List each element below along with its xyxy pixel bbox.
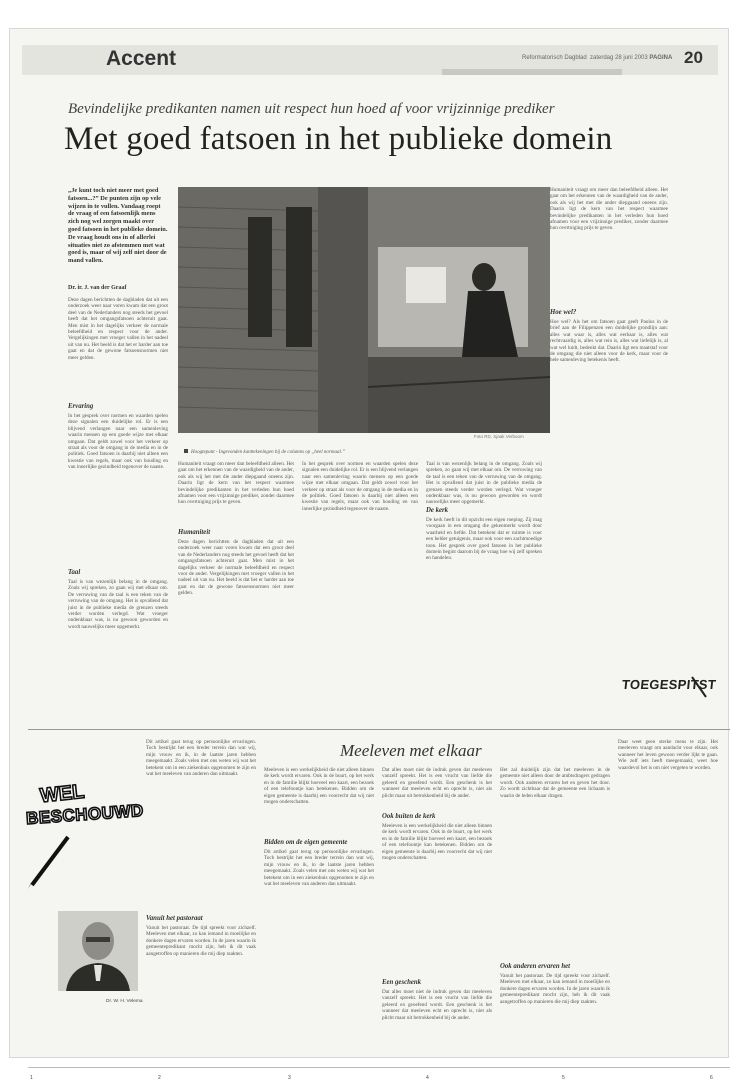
toegespitst-label: TOEGESPITST <box>621 677 717 692</box>
column-text-col-f: Daar weet geen sterke mens te zijn. Het meeleven vraagt om aandacht voor elkaar, ook wanneer het leven gewoon verder lijkt te gaan. Wie zelf iets heeft meegemaakt, weet hoe waardevol het is om niet vergeten te worden. <box>618 739 718 771</box>
header-rule <box>442 69 622 75</box>
column-text-col-a: Dit artikel gaat terug op persoonlijke ervaringen. Toch bestrijkt het een breder terrein dan wat wij, mijn vrouw en ik, in de laatste jaren hebben meegemaakt. Zoals velen met ons weten wij wat het betekent om in een ziekenhuis opgenomen te zijn en wat het meeleven van anderen dan uitmaakt. <box>146 739 256 778</box>
article-headline: Met goed fatsoen in het publieke domein <box>64 121 613 157</box>
issue-date: zaterdag 28 juni 2003 PAGINA <box>590 55 673 61</box>
column-subhead-anderen: Ook anderen ervaren het <box>500 963 571 970</box>
footer-mark-1: 1 <box>30 1075 33 1081</box>
article-byline: Dr. ir. J. van der Graaf <box>68 285 127 291</box>
subhead-hoe-wel: Hoe wel? <box>550 309 577 316</box>
photo-caption: Hoogtepunt - Ingevonden kanttekeningen bij de columns op „heel normaal.” <box>184 449 345 455</box>
paper-name: Reformatorisch Dagblad <box>522 55 587 61</box>
article-lead: „Je kunt toch niet meer met goed fatsoen...?” De punten zijn op vele wijzen in te vullen. Vandaag roept de vraag of een fatsoenlijk mens zich nog wel zorgen maakt over goed fatsoen in het publieke domein. De vraag houdt ons in of allerlei situaties niet zo afstemmen met wat goed is, maar of wij zelf niet door de mand vallen. <box>68 187 168 265</box>
logo-line-1: WEL <box>38 780 86 808</box>
column-subhead-pastoraat: Vanuit het pastoraat <box>146 915 203 922</box>
subhead-taal: Taal <box>68 569 81 576</box>
column-text-col-e: Het zal duidelijk zijn dat het meeleven in de gemeente niet alleen door de ambtsdragers gedragen wordt. Ook anderen ervaren het en geven het door. Zo wordt zichtbaar dat de gemeente een lichaam is waarin de leden elkaar dragen. <box>500 767 610 799</box>
column-text-col-b: Vanuit het pastoraat. De tijd spreekt voor zichzelf. Meeleven met elkaar, zo kan iemand in moeilijke en donkere dagen ervaren worden. In de jaren waarin ik gemeentepredikant mocht zijn, heb ik dit vaak aangetroffen op manieren die mij diep raakten. <box>146 925 256 957</box>
column-title: Meeleven met elkaar <box>340 741 482 760</box>
page-header <box>22 45 718 75</box>
section-divider <box>28 729 730 730</box>
article-text-col-f2: De kerk heeft in dit opzicht een eigen roeping. Zij mag voorgaan in een omgang die gekenmerkt wordt door waarheid en liefde. Dat betekent dat er ruimte is voor een helder getuigenis, maar ook voor een zachtmoedige toon. Het gesprek over goed fatsoen in het publieke domein begint daarom bij de vraag hoe wij zelf spreken en handelen. <box>426 517 542 562</box>
logo-line-2: BESCHOUWD <box>25 800 145 829</box>
column-text-col-d2: Meeleven is een werkelijkheid die niet alleen binnen de kerk wordt ervaren. Ook in de buurt, op het werk en in de familie blijkt hoeveel een kaart, een bezoek of een telefoontje kan betekenen. Bidden om de eigen gemeente is daarbij een voorrecht dat wij niet mogen onderschatten. <box>382 823 492 862</box>
wel-beschouwd-logo <box>24 780 145 891</box>
footer-mark-6: 6 <box>710 1075 713 1081</box>
footer-mark-2: 2 <box>158 1075 161 1081</box>
newspaper-page <box>9 28 729 1081</box>
footer-mark-3: 3 <box>288 1075 291 1081</box>
author-caption: Dr. W. H. Velema <box>106 999 143 1004</box>
photo-image <box>178 187 550 433</box>
article-text-col-f: Taal is van wezenlijk belang in de omgang. Zoals wij spreken, zo gaan wij met elkaar om. De verruwing van de taal is een teken van de verruwing van de omgang. Het is opvallend dat juist in de publieke media de grenzen steeds verder worden verlegd. Wat vroeger ondenkbaar was, is nu gewoon geworden en wordt nauwelijks meer opgemerkt. <box>426 461 542 506</box>
section-title: Accent <box>106 47 177 70</box>
article-text-col-b: In het gesprek over normen en waarden spelen deze signalen een duidelijke rol. Er is een blijvend verlangen naar een samenleving waarin mensen op een goede wijze met elkaar omgaan. Dat geldt zowel voor het verkeer op straat als voor de omgang in de media en in de politiek. Goed fatsoen is daarbij niet alleen een kwestie van regels, maar ook van houding en van innerlijke gezindheid tegenover de naaste. <box>68 413 168 471</box>
column-text-col-d: Dat alles moet niet de indruk geven dat meeleven vanzelf spreekt. Het is een vrucht van liefde die geleerd en geoefend wordt. Een geschenk is het wanneer dat meeleven echt en oprecht is, niet als plicht maar uit betrokkenheid bij de ander. <box>382 767 492 799</box>
column-text-col-c: Meeleven is een werkelijkheid die niet alleen binnen de kerk wordt ervaren. Ook in de buurt, op het werk en in de familie blijkt hoeveel een kaart, een bezoek of een telefoontje kan betekenen. Bidden om de eigen gemeente is daarbij een voorrecht dat wij niet mogen onderschatten. <box>264 767 374 806</box>
footer-rule <box>28 1067 730 1068</box>
column-subhead-geschenk: Een geschenk <box>382 979 422 986</box>
subhead-humaniteit: Humaniteit <box>178 529 211 536</box>
portrait-image <box>58 911 138 991</box>
pen-icon <box>24 781 140 891</box>
article-photo <box>178 187 550 433</box>
column-text-col-d3: Dat alles moet niet de indruk geven dat meeleven vanzelf spreekt. Het is een vrucht van liefde die geleerd en geoefend wordt. Een geschenk is het wanneer dat meeleven echt en oprecht is, niet als plicht maar uit betrokkenheid bij de ander. <box>382 989 492 1021</box>
footer-mark-5: 5 <box>562 1075 565 1081</box>
column-subhead-gemeente: Bidden om de eigen gemeente <box>264 839 348 846</box>
caption-bullet-icon <box>184 449 188 453</box>
footer-mark-4: 4 <box>426 1075 429 1081</box>
subhead-ervaring: Ervaring <box>68 403 94 410</box>
column-text-col-e2: Vanuit het pastoraat. De tijd spreekt voor zichzelf. Meeleven met elkaar, zo kan iemand in moeilijke en donkere dagen ervaren worden. In de jaren waarin ik gemeentepredikant mocht zijn, heb ik dit vaak aangetroffen op manieren die mij diep raakten. <box>500 973 610 1005</box>
article-text-col-d2: Deze dagen berichtten de dagbladen dat uit een onderzoek weer naar voren kwam dat een groot deel van de Nederlanders nog steeds het gevoel heeft dat het omgangsfatsoen achteruit gaat. Men mist in het dagelijks verkeer de normale beleefdheid en respect voor de ander. Vergelijkingen met vroeger vallen in het nadeel uit van nu. Het beeld is dat het er harder aan toe gaat en dat de gewone fatsoensnormen niet meer gelden. <box>178 539 294 597</box>
column-text-col-c2: Dit artikel gaat terug op persoonlijke ervaringen. Toch bestrijkt het een breder terrein dan wat wij, mijn vrouw en ik, in de laatste jaren hebben meegemaakt. Zoals velen met ons weten wij wat het betekent om in een ziekenhuis opgenomen te zijn en wat het meeleven van anderen dan uitmaakt. <box>264 849 374 888</box>
article-text-col-g: Humaniteit vraagt om meer dan beleefdheid alleen. Het gaat om het erkennen van de waardigheid van de ander, ook als wij het met die ander diepgaand oneens zijn. Daarin ligt de kern van het respect waarmee bevindelijke predikanten in het verleden hun hoed afnamen voor een vrijzinnige prediker, zonder daarmee hun overtuiging prijs te geven. <box>550 187 668 232</box>
article-text-col-a: Deze dagen berichtten de dagbladen dat uit een onderzoek weer naar voren kwam dat een groot deel van de Nederlanders nog steeds het gevoel heeft dat het omgangsfatsoen achteruit gaat. Men mist in het dagelijks verkeer de normale beleefdheid en respect voor de ander. Vergelijkingen met vroeger vallen in het nadeel uit van nu. Het beeld is dat het er harder aan toe gaat en dat de gewone fatsoensnormen niet meer gelden. <box>68 297 168 361</box>
article-kicker: Bevindelijke predikanten namen uit respect hun hoed af voor vrijzinnige prediker <box>68 101 555 117</box>
article-text-col-h: Hoe wel? Als het om fatsoen gaat geeft Paulus in de brief aan de Filippenzen een duidelijke grondlijn aan: alles wat waar is, alles wat eerbaar is, alles wat rechtvaardig is, alles wat rein is, alles wat liefelijk is, al wat wel luidt, bedenkt dat. Daarin ligt een maatstaf voor de omgang die niet alleen voor de kerk, maar voor de hele samenleving betekenis heeft. <box>550 319 668 364</box>
page-number: 20 <box>684 48 703 67</box>
article-text-col-e: In het gesprek over normen en waarden spelen deze signalen een duidelijke rol. Er is een blijvend verlangen naar een samenleving waarin mensen op een goede wijze met elkaar omgaan. Dat geldt zowel voor het verkeer op straat als voor de omgang in de media en in de politiek. Goed fatsoen is daarbij niet alleen een kwestie van regels, maar ook van houding en van innerlijke gezindheid tegenover de naaste. <box>302 461 418 512</box>
author-portrait <box>58 911 138 991</box>
toegespitst-logo <box>621 675 717 699</box>
photo-credit: Foto RD, Sjaak Verboom <box>474 434 524 439</box>
subhead-de-kerk: De kerk <box>426 507 449 514</box>
article-text-col-d: Humaniteit vraagt om meer dan beleefdheid alleen. Het gaat om het erkennen van de waardigheid van de ander, ook als wij het met die ander diepgaand oneens zijn. Daarin ligt de kern van het respect waarmee bevindelijke predikanten in het verleden hun hoed afnamen voor een vrijzinnige prediker, zonder daarmee hun overtuiging prijs te geven. <box>178 461 294 506</box>
pin-icon <box>622 675 708 699</box>
article-text-col-c: Taal is van wezenlijk belang in de omgang. Zoals wij spreken, zo gaan wij met elkaar om. De verruwing van de taal is een teken van de verruwing van de omgang. Het is opvallend dat juist in de publieke media de grenzen steeds verder worden verlegd. Wat vroeger ondenkbaar was, is nu gewoon geworden en wordt nauwelijks meer opgemerkt. <box>68 579 168 630</box>
column-subhead-buiten: Ook buiten de kerk <box>382 813 436 820</box>
